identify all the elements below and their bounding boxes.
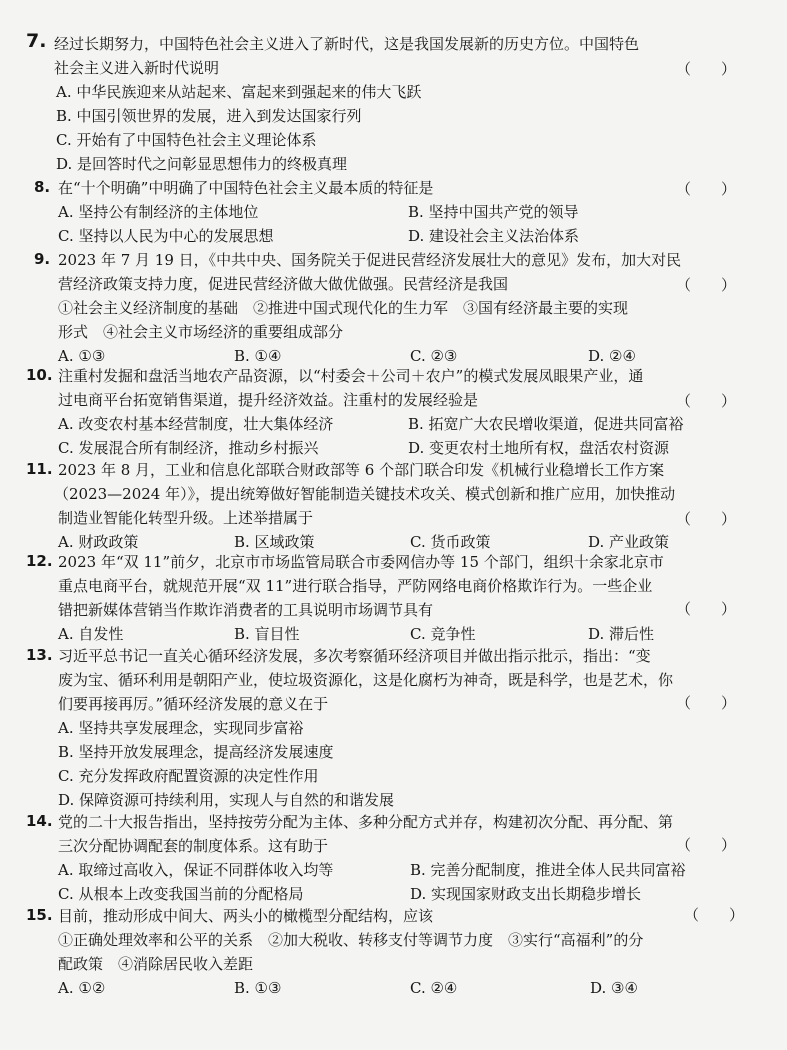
question-stem-line: 目前，推动形成中间大、两头小的橄榄型分配结构，应该 [58, 907, 434, 925]
question-stem-line: 2023 年 7 月 19 日，《中共中央、国务院关于促进民营经济发展壮大的意见》发布，加大对民 [58, 251, 682, 269]
question-stem-line: 注重村发掘和盘活当地农产品资源，以“村委会＋公司＋农户”的模式发展凤眼果产业，通 [58, 367, 644, 385]
option-c[interactable]: C. 坚持以人民为中心的发展思想 [58, 227, 274, 245]
question-number: 15. [26, 906, 53, 924]
option-d[interactable]: D. 保障资源可持续利用，实现人与自然的和谐发展 [58, 791, 395, 809]
question-stem-line: 制造业智能化转型升级。上述举措属于 [58, 509, 314, 527]
question-stem-line: 在“十个明确”中明确了中国特色社会主义最本质的特征是 [58, 179, 434, 197]
option-b[interactable]: B. ①④ [234, 347, 282, 365]
option-c[interactable]: C. 发展混合所有制经济，推动乡村振兴 [58, 439, 319, 457]
question-stem-line: 2023 年 8 月，工业和信息化部联合财政部等 6 个部门联合印发《机械行业稳增长工作方案 [58, 461, 665, 479]
question-number: 10. [26, 366, 53, 384]
answer-blank[interactable]: （ ） [676, 601, 737, 618]
option-b[interactable]: B. 盲目性 [234, 625, 300, 643]
option-a[interactable]: A. 改变农村基本经营制度，壮大集体经济 [58, 415, 334, 433]
option-a[interactable]: A. 中华民族迎来从站起来、富起来到强起来的伟大飞跃 [56, 83, 422, 101]
option-b[interactable]: B. 坚持中国共产党的领导 [408, 203, 579, 221]
question-stem-line: 2023 年“双 11”前夕，北京市市场监管局联合市委网信办等 15 个部门，组织十余家北京市 [58, 553, 664, 571]
option-b[interactable]: B. 区域政策 [234, 533, 315, 551]
option-c[interactable]: C. 充分发挥政府配置资源的决定性作用 [58, 767, 319, 785]
option-a[interactable]: A. 坚持公有制经济的主体地位 [58, 203, 259, 221]
question-number: 14. [26, 812, 53, 830]
option-b[interactable]: B. 完善分配制度，推进全体人民共同富裕 [410, 861, 686, 879]
option-c[interactable]: C. ②④ [410, 979, 458, 997]
answer-blank[interactable]: （ ） [684, 907, 745, 924]
question-stem-line: 重点电商平台，就规范开展“双 11”进行联合指导，严防网络电商价格欺诈行为。一些企业 [58, 577, 653, 595]
question-stem-line: 形式 ④社会主义市场经济的重要组成部分 [58, 323, 344, 341]
question-stem-line: 三次分配协调配套的制度体系。这有助于 [58, 837, 329, 855]
option-a[interactable]: A. 坚持共享发展理念，实现同步富裕 [58, 719, 304, 737]
option-b[interactable]: B. 中国引领世界的发展，进入到发达国家行列 [56, 107, 362, 125]
option-b[interactable]: B. 拓宽广大农民增收渠道，促进共同富裕 [408, 415, 684, 433]
option-d[interactable]: D. 实现国家财政支出长期稳步增长 [410, 885, 642, 903]
answer-blank[interactable]: （ ） [676, 837, 737, 854]
question-stem-line: 营经济政策支持力度，促进民营经济做大做优做强。民营经济是我国 [58, 275, 509, 293]
question-number: 7. [26, 30, 47, 52]
question-number: 13. [26, 646, 53, 664]
question-stem-line: ①正确处理效率和公平的关系 ②加大税收、转移支付等调节力度 ③实行“高福利”的分 [58, 931, 644, 949]
option-a[interactable]: A. ①③ [58, 347, 106, 365]
option-a[interactable]: A. ①② [58, 979, 106, 997]
question-stem-line: 错把新媒体营销当作欺诈消费者的工具说明市场调节具有 [58, 601, 434, 619]
option-a[interactable]: A. 取缔过高收入，保证不同群体收入均等 [58, 861, 334, 879]
option-d[interactable]: D. 建设社会主义法治体系 [408, 227, 580, 245]
question-number: 9. [34, 250, 51, 268]
question-stem-line: 过电商平台拓宽销售渠道，提升经济效益。注重村的发展经验是 [58, 391, 479, 409]
question-number: 8. [34, 178, 51, 196]
question-number: 11. [26, 460, 53, 478]
question-number: 12. [26, 552, 53, 570]
answer-blank[interactable]: （ ） [676, 181, 737, 198]
option-d[interactable]: D. 产业政策 [588, 533, 670, 551]
option-d[interactable]: D. ③④ [590, 979, 638, 997]
question-stem-line: 社会主义进入新时代说明 [54, 59, 220, 77]
option-c[interactable]: C. ②③ [410, 347, 458, 365]
option-b[interactable]: B. 坚持开放发展理念，提高经济发展速度 [58, 743, 334, 761]
option-d[interactable]: D. 变更农村土地所有权，盘活农村资源 [408, 439, 670, 457]
question-stem-line: 经过长期努力，中国特色社会主义进入了新时代，这是我国发展新的历史方位。中国特色 [54, 35, 640, 53]
option-b[interactable]: B. ①③ [234, 979, 282, 997]
answer-blank[interactable]: （ ） [676, 511, 737, 528]
answer-blank[interactable]: （ ） [676, 61, 737, 78]
answer-blank[interactable]: （ ） [676, 277, 737, 294]
option-c[interactable]: C. 竞争性 [410, 625, 476, 643]
option-c[interactable]: C. 货币政策 [410, 533, 491, 551]
question-stem-line: 习近平总书记一直关心循环经济发展，多次考察循环经济项目并做出指示批示，指出：“变 [58, 647, 651, 665]
question-stem-line: 党的二十大报告指出，坚持按劳分配为主体、多种分配方式并存，构建初次分配、再分配、第 [58, 813, 674, 831]
question-stem-line: ①社会主义经济制度的基础 ②推进中国式现代化的生力军 ③国有经济最主要的实现 [58, 299, 629, 317]
question-stem-line: 们要再接再厉。”循环经济发展的意义在于 [58, 695, 329, 713]
question-stem-line: 配政策 ④消除居民收入差距 [58, 955, 254, 973]
option-a[interactable]: A. 财政政策 [58, 533, 139, 551]
option-d[interactable]: D. 滞后性 [588, 625, 655, 643]
option-d[interactable]: D. 是回答时代之问彰显思想伟力的终极真理 [56, 155, 348, 173]
question-stem-line: 废为宝、循环利用是朝阳产业，使垃圾资源化，这是化腐朽为神奇，既是科学，也是艺术，你 [58, 671, 674, 689]
option-d[interactable]: D. ②④ [588, 347, 636, 365]
question-stem-line: （2023—2024 年）》，提出统筹做好智能制造关键技术攻关、模式创新和推广应用，加快推动 [54, 485, 676, 503]
answer-blank[interactable]: （ ） [676, 695, 737, 712]
option-a[interactable]: A. 自发性 [58, 625, 124, 643]
answer-blank[interactable]: （ ） [676, 393, 737, 410]
option-c[interactable]: C. 开始有了中国特色社会主义理论体系 [56, 131, 317, 149]
option-c[interactable]: C. 从根本上改变我国当前的分配格局 [58, 885, 304, 903]
